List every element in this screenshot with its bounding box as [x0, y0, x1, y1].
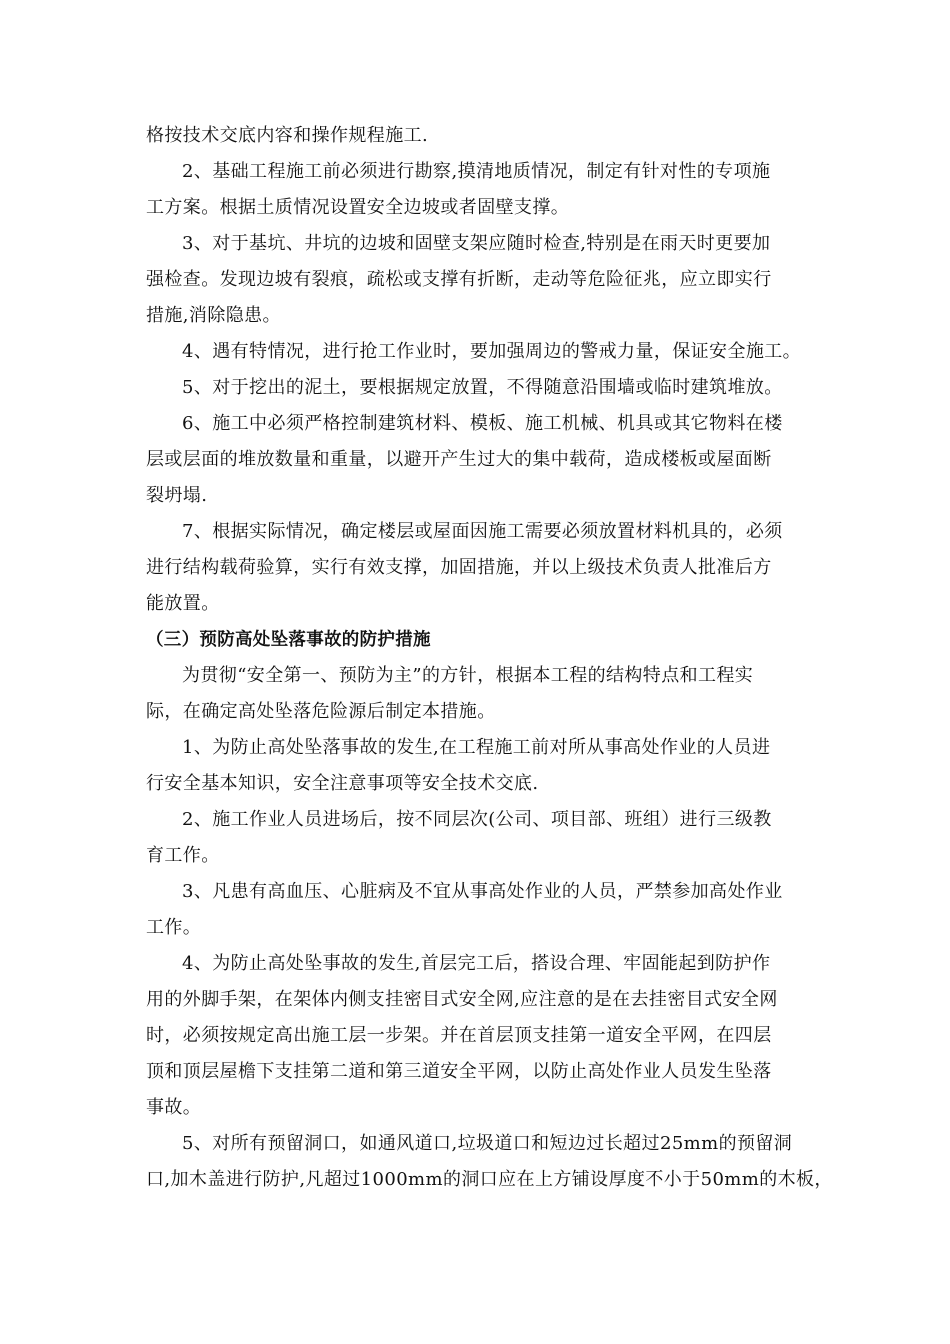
text-line: 时，必须按规定高出施工层一步架。并在首层顶支挂第一道安全平网，在四层 — [146, 1025, 772, 1046]
text-line: 格按技术交底内容和操作规程施工. — [146, 125, 429, 146]
text-line: 3、凡患有高血压、心脏病及不宜从事高处作业的人员，严禁参加高处作业 — [182, 881, 783, 902]
text-line: 进行结构载荷验算，实行有效支撑，加固措施，并以上级技术负责人批准后方 — [146, 557, 772, 578]
text-line: 4、遇有特情况，进行抢工作业时，要加强周边的警戒力量，保证安全施工。 — [182, 341, 802, 362]
text-line: 用的外脚手架，在架体内侧支挂密目式安全网,应注意的是在去挂密目式安全网 — [146, 989, 778, 1010]
text-line: 顶和顶层屋檐下支挂第二道和第三道安全平网，以防止高处作业人员发生坠落 — [146, 1061, 772, 1082]
text-line: 5、对于挖出的泥土，要根据规定放置，不得随意沿围墙或临时建筑堆放。 — [182, 377, 783, 398]
text-line: 工方案。根据土质情况设置安全边坡或者固壁支撑。 — [146, 197, 570, 218]
text-line: 为贯彻“安全第一、预防为主”的方针，根据本工程的结构特点和工程实 — [182, 665, 754, 686]
text-line: 强检查。发现边坡有裂痕，疏松或支撑有折断，走动等危险征兆，应立即实行 — [146, 269, 772, 290]
text-line: 事故。 — [146, 1097, 202, 1118]
text-line: 层或层面的堆放数量和重量，以避开产生过大的集中载荷，造成楼板或屋面断 — [146, 449, 772, 470]
text-line: 1、为防止高处坠落事故的发生,在工程施工前对所从事高处作业的人员进 — [182, 737, 771, 758]
text-line: 6、施工中必须严格控制建筑材料、模板、施工机械、机具或其它物料在楼 — [182, 413, 783, 434]
text-line: 2、施工作业人员进场后，按不同层次(公司、项目部、班组）进行三级教 — [182, 809, 772, 830]
text-line: 2、基础工程施工前必须进行勘察,摸清地质情况，制定有针对性的专项施 — [182, 161, 771, 182]
text-line: 口,加木盖进行防护,凡超过1000mm的洞口应在上方铺设厚度不小于50mm的木板， — [146, 1169, 833, 1190]
text-line: 7、根据实际情况，确定楼层或屋面因施工需要必须放置材料机具的，必须 — [182, 521, 783, 542]
text-line: 3、对于基坑、井坑的边坡和固壁支架应随时检查,特别是在雨天时更要加 — [182, 233, 771, 254]
text-line: 5、对所有预留洞口，如通风道口,垃圾道口和短边过长超过25mm的预留洞 — [182, 1133, 793, 1154]
text-line: 育工作。 — [146, 845, 220, 866]
text-line: 际，在确定高处坠落危险源后制定本措施。 — [146, 701, 496, 722]
text-line: 工作。 — [146, 917, 202, 938]
text-line: 能放置。 — [146, 593, 220, 614]
text-line: 裂坍塌. — [146, 485, 208, 506]
section-heading: （三）预防高处坠落事故的防护措施 — [146, 630, 431, 650]
text-line: 措施,消除隐患。 — [146, 305, 281, 326]
text-line: 行安全基本知识，安全注意事项等安全技术交底. — [146, 773, 539, 794]
text-line: 4、为防止高处坠事故的发生,首层完工后，搭设合理、牢固能起到防护作 — [182, 953, 771, 974]
